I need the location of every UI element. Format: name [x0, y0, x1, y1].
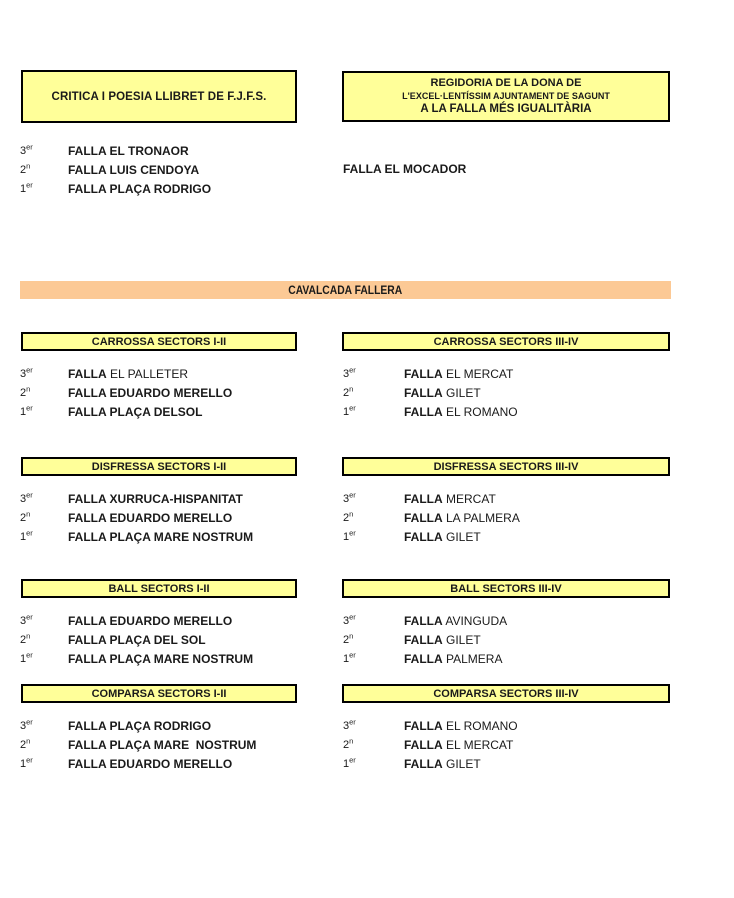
falla-name: FALLA EDUARDO MERELLO: [68, 511, 233, 525]
falla-name: FALLA EL ROMANO: [404, 405, 518, 419]
falla-name: FALLA GILET: [404, 530, 481, 544]
falla-name: FALLA EL ROMANO: [404, 719, 518, 733]
falla-name: FALLA EL PALLETER: [68, 367, 189, 381]
prize-row: [343, 490, 520, 509]
section-title: BALL SECTORS III-IV: [450, 582, 562, 595]
falla-name: FALLA PLAÇA MARE NOSTRUM: [68, 530, 254, 544]
prize-row: [20, 161, 211, 180]
section-list-comparsa-3-4: [343, 717, 518, 774]
falla-name: FALLA EDUARDO MERELLO: [68, 614, 233, 628]
prize-row: [343, 736, 518, 755]
prize-rank: 3er: [20, 717, 33, 732]
prize-row: [343, 509, 520, 528]
section-header-disfressa-3-4: [342, 457, 670, 476]
section-list-disfressa-3-4: [343, 490, 520, 547]
prize-row: [20, 403, 232, 422]
prize-row: [20, 755, 256, 774]
prize-rank: 2$^n$: [343, 384, 354, 399]
prize-rank: 1er: [343, 403, 356, 418]
section-header-comparsa-3-4: [342, 684, 670, 703]
prize-rank: 2$^n$: [20, 384, 31, 399]
regidoria-dona-header-box: [342, 71, 670, 122]
prize-row: [343, 631, 507, 650]
regidoria-title-line-3: A LA FALLA MÉS IGUALITÀRIA: [420, 103, 592, 115]
section-list-ball-1-2: [20, 612, 253, 669]
prize-row: [20, 509, 253, 528]
section-list-ball-3-4: [343, 612, 507, 669]
prize-rank: 1er: [20, 650, 33, 665]
prize-rank: 3er: [20, 490, 33, 505]
falla-name: FALLA PLAÇA RODRIGO: [68, 182, 212, 196]
prize-rank: 2$^n$: [20, 509, 31, 524]
prize-rank: 3er: [20, 142, 33, 157]
prize-rank: 3er: [343, 612, 356, 627]
falla-name: FALLA EL MERCAT: [404, 367, 514, 381]
prize-rank: 1er: [343, 528, 356, 543]
prize-rank: 2$^n$: [343, 736, 354, 751]
prize-row: [343, 403, 518, 422]
section-header-comparsa-1-2: [21, 684, 297, 703]
prize-row: [343, 384, 518, 403]
falla-name: FALLA AVINGUDA: [404, 614, 508, 628]
section-list-carrossa-3-4: [343, 365, 518, 422]
section-title: CARROSSA SECTORS III-IV: [433, 335, 579, 348]
falla-name: FALLA PLAÇA MARE NOSTRUM: [68, 738, 257, 752]
section-list-carrossa-1-2: [20, 365, 232, 422]
prize-rank: 1er: [20, 180, 33, 195]
cavalcada-fallera-banner: [20, 281, 671, 299]
falla-name: FALLA GILET: [404, 757, 481, 771]
falla-name: FALLA PLAÇA MARE NOSTRUM: [68, 652, 254, 666]
prize-rank: 2$^n$: [20, 161, 31, 176]
regidoria-title-line-1: REGIDORIA DE LA DONA DE: [430, 77, 582, 89]
prize-row: [20, 384, 232, 403]
regidoria-title-line-2: L'EXCEL·LENTÍSSIM AJUNTAMENT DE SAGUNT: [402, 91, 610, 101]
prize-row: [20, 365, 232, 384]
section-title: DISFRESSA SECTORS III-IV: [433, 460, 579, 473]
falla-name: FALLA PLAÇA RODRIGO: [68, 719, 212, 733]
cavalcada-fallera-banner-label: CAVALCADA FALLERA: [288, 283, 403, 297]
prize-row: [20, 142, 211, 161]
prize-rank: 3er: [343, 365, 356, 380]
falla-name: FALLA EDUARDO MERELLO: [68, 757, 233, 771]
prize-row: [20, 612, 253, 631]
falla-name: FALLA MERCAT: [404, 492, 496, 506]
falla-name: FALLA GILET: [404, 633, 481, 647]
prize-rank: 1er: [20, 528, 33, 543]
prize-row: [343, 528, 520, 547]
prize-rank: 3er: [343, 717, 356, 732]
prize-rank: 1er: [343, 755, 356, 770]
section-title: BALL SECTORS I-II: [108, 582, 210, 595]
section-title: COMPARSA SECTORS III-IV: [433, 687, 579, 700]
prize-rank: 2$^n$: [20, 631, 31, 646]
prize-row: [343, 365, 518, 384]
prize-rank: 3er: [343, 490, 356, 505]
prize-row: [20, 717, 256, 736]
prize-row: [20, 736, 256, 755]
falla-name: FALLA EL MERCAT: [404, 738, 514, 752]
falla-name: FALLA GILET: [404, 386, 481, 400]
falla-name: FALLA EDUARDO MERELLO: [68, 386, 233, 400]
prize-row: [20, 631, 253, 650]
falla-name: FALLA EL TRONAOR: [68, 144, 189, 158]
prize-row: [343, 755, 518, 774]
section-header-carrossa-3-4: [342, 332, 670, 351]
prize-rank: 2$^n$: [343, 509, 354, 524]
prize-rank: 3er: [20, 365, 33, 380]
prize-row: [343, 650, 507, 669]
section-title: COMPARSA SECTORS I-II: [91, 687, 227, 700]
prize-row: [343, 717, 518, 736]
section-header-ball-3-4: [342, 579, 670, 598]
section-title: DISFRESSA SECTORS I-II: [91, 460, 227, 473]
prize-row: [20, 180, 211, 199]
falla-name: FALLA PLAÇA DEL SOL: [68, 633, 206, 647]
section-header-carrossa-1-2: [21, 332, 297, 351]
falla-name: FALLA PALMERA: [404, 652, 503, 666]
section-header-ball-1-2: [21, 579, 297, 598]
falla-name: FALLA PLAÇA DELSOL: [68, 405, 203, 419]
section-title: CARROSSA SECTORS I-II: [91, 335, 227, 348]
falla-name: FALLA LA PALMERA: [404, 511, 520, 525]
prize-row: [343, 612, 507, 631]
critica-poesia-header-box: [21, 70, 297, 123]
critica-prize-list: [20, 142, 211, 199]
section-list-comparsa-1-2: [20, 717, 256, 774]
prize-rank: 2$^n$: [343, 631, 354, 646]
prize-row: [20, 490, 253, 509]
prize-rank: 3er: [20, 612, 33, 627]
prize-rank: 1er: [20, 403, 33, 418]
falla-name: FALLA XURRUCA-HISPANITAT: [68, 492, 243, 506]
prize-rank: 2$^n$: [20, 736, 31, 751]
prize-row: [20, 528, 253, 547]
section-list-disfressa-1-2: [20, 490, 253, 547]
prize-rank: 1er: [20, 755, 33, 770]
regidoria-winner-name: FALLA EL MOCADOR: [343, 162, 467, 176]
falla-name: FALLA LUIS CENDOYA: [68, 163, 200, 177]
prize-row: [20, 650, 253, 669]
critica-poesia-title: CRITICA I POESIA LLIBRET DE F.J.F.S.: [51, 90, 267, 103]
section-header-disfressa-1-2: [21, 457, 297, 476]
prize-rank: 1er: [343, 650, 356, 665]
